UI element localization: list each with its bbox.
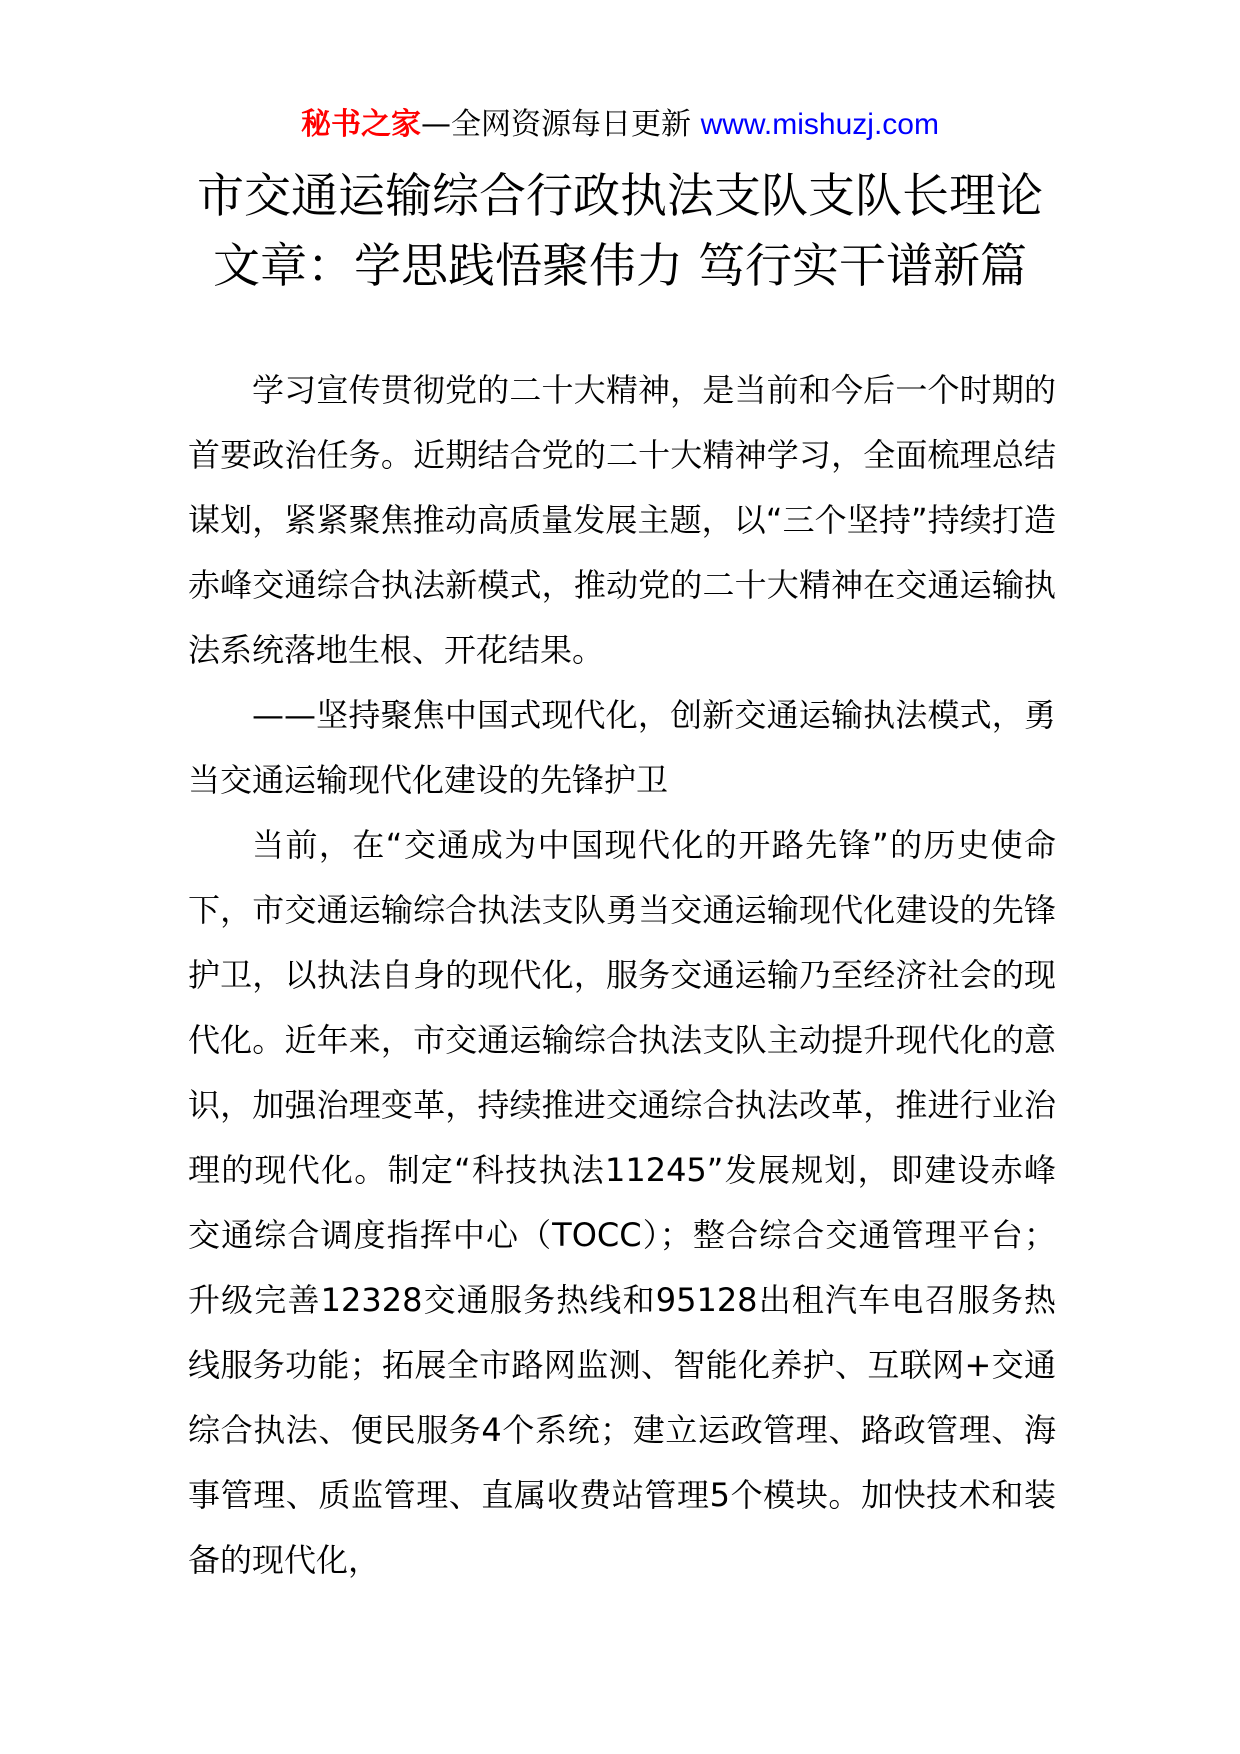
title-line-2: 文章：学思践悟聚伟力 笃行实干谱新篇 — [213, 239, 1027, 294]
header-tagline: —全网资源每日更新 — [421, 107, 701, 142]
site-link[interactable]: www.mishuzj.com — [700, 108, 939, 141]
section-heading: ——坚持聚焦中国式现代化，创新交通运输执法模式，勇当交通运输现代化建设的先锋护卫 — [188, 696, 1056, 799]
body-paragraph: 学习宣传贯彻党的二十大精神，是当前和今后一个时期的首要政治任务。近期结合党的二十大精神学习，全面梳理总结谋划，紧紧聚焦推动高质量发展主题，以“三个坚持”持续打造赤峰交通综合执法新模式，推动党的二十大精神在交通运输执法系统落地生根、开花结果。 — [188, 371, 1056, 669]
document-title — [150, 162, 1090, 302]
body-paragraph: 当前，在“交通成为中国现代化的开路先锋”的历史使命下，市交通运输综合执法支队勇当交通运输现代化建设的先锋护卫，以执法自身的现代化，服务交通运输乃至经济社会的现代化。近年来，市交通运输综合执法支队主动提升现代化的意识，加强治理变革，持续推进交通综合执法改革，推进行业治理的现代化。制定“科技执法11245”发展规划，即建设赤峰交通综合调度指挥中心（TOCC）；整合综合交通管理平台；升级完善12328交通服务热线和95128出租汽车电召服务热线服务功能；拓展全市路网监测、智能化养护、互联网+交通综合执法、便民服务4个系统；建立运政管理、路政管理、海事管理、质监管理、直属收费站管理5个模块。加快技术和装备的现代化， — [188, 826, 1056, 1579]
document-body — [188, 358, 1056, 1593]
brand-name: 秘书之家 — [301, 107, 422, 142]
title-line-1: 市交通运输综合行政执法支队支队长理论 — [197, 169, 1043, 224]
header-banner — [0, 103, 1240, 147]
